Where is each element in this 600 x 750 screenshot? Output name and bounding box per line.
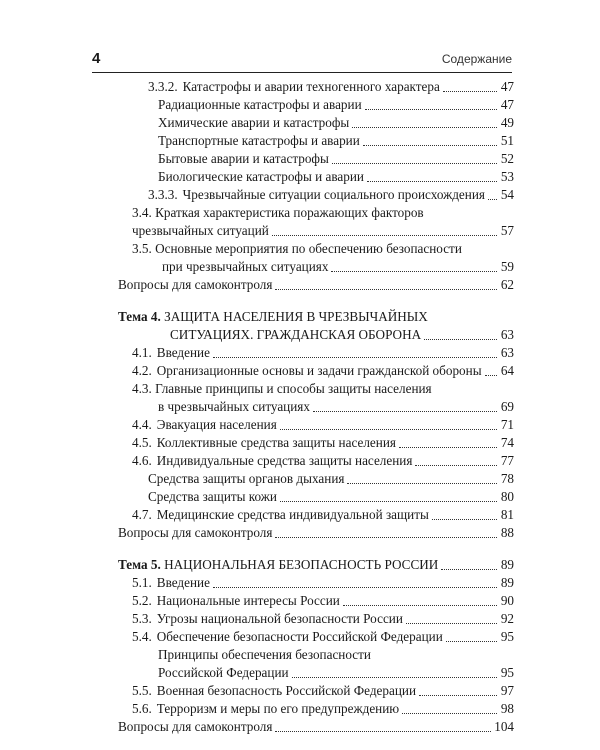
toc-entry-page: 63	[500, 345, 514, 360]
leader-dots	[402, 712, 497, 714]
toc-entry-title: Биологические катастрофы и аварии	[158, 169, 364, 184]
toc-entry[interactable]	[118, 362, 514, 380]
theme-label: Тема 4.	[118, 309, 161, 324]
toc-entry-title: Организационные основы и задачи гражданской обороны	[156, 363, 482, 378]
toc-entry-page: 62	[500, 277, 514, 292]
toc-entry[interactable]	[118, 452, 514, 470]
toc-entry-page: 53	[500, 169, 514, 184]
toc-entry[interactable]	[118, 132, 514, 150]
leader-dots	[399, 446, 497, 448]
toc-entry-title: Военная безопасность Российской Федерации	[156, 683, 417, 698]
toc-entry[interactable]	[118, 700, 514, 718]
toc-entry-number: 5.6.	[132, 701, 152, 716]
toc-entry[interactable]	[118, 718, 514, 736]
toc-entry-questions[interactable]	[118, 276, 514, 294]
toc-entry-number: 4.7.	[132, 507, 152, 522]
running-title: Содержание	[441, 52, 512, 66]
toc-group	[118, 78, 514, 204]
leader-dots	[443, 90, 497, 92]
toc-entry-number: 4.5.	[132, 435, 152, 450]
toc-entry-title: Введение	[156, 575, 210, 590]
toc-group	[118, 574, 514, 646]
table-of-contents	[118, 78, 514, 736]
toc-entry-number: 4.4.	[132, 417, 152, 432]
toc-entry[interactable]	[118, 434, 514, 452]
toc-entry-page: 71	[500, 417, 514, 432]
toc-entry-number: 5.2.	[132, 593, 152, 608]
leader-dots	[485, 374, 497, 376]
toc-entry-page: 81	[500, 507, 514, 522]
toc-entry-title: Принципы обеспечения безопасности	[158, 647, 371, 662]
toc-entry-title: Средства защиты органов дыхания	[148, 471, 345, 486]
toc-entry-number: 4.6.	[132, 453, 152, 468]
leader-dots	[347, 482, 497, 484]
toc-entry-title: Радиационные катастрофы и аварии	[158, 97, 362, 112]
toc-entry-number: 5.4.	[132, 629, 152, 644]
leader-dots	[213, 586, 497, 588]
toc-entry-title: Терроризм и меры по его предупреждению	[156, 701, 400, 716]
toc-entry-title: Коллективные средства защиты населения	[156, 435, 396, 450]
toc-entry-title: Транспортные катастрофы и аварии	[158, 133, 360, 148]
toc-entry[interactable]	[118, 78, 514, 96]
toc-entry-page: 90	[500, 593, 514, 608]
toc-entry[interactable]	[118, 168, 514, 186]
toc-entry-title: Главные принципы и способы защиты населения	[155, 381, 432, 396]
toc-entry-page: 59	[500, 259, 514, 274]
toc-entry-title: Чрезвычайные ситуации социального происхождения	[182, 187, 485, 202]
toc-entry-page: 47	[500, 97, 514, 112]
leader-dots	[275, 536, 497, 538]
toc-entry[interactable]	[118, 470, 514, 488]
page-number: 4	[92, 50, 101, 67]
toc-entry-title: Краткая характеристика поражающих факторов	[155, 205, 424, 220]
toc-entry-page: 49	[500, 115, 514, 130]
toc-entry[interactable]	[118, 682, 514, 700]
toc-entry-title-cont: Российской Федерации	[158, 665, 289, 680]
toc-entry-title: Эвакуация населения	[156, 417, 277, 432]
toc-entry-title: Национальные интересы России	[156, 593, 340, 608]
toc-entry-title: Основные мероприятия по обеспечению безопасности	[155, 241, 462, 256]
toc-entry[interactable]	[118, 416, 514, 434]
leader-dots	[343, 604, 497, 606]
toc-entry-page: 64	[500, 363, 514, 378]
leader-dots	[313, 410, 497, 412]
toc-entry-number: 5.5.	[132, 683, 152, 698]
toc-entry-title: Химические аварии и катастрофы	[158, 115, 350, 130]
toc-entry-page: 95	[500, 629, 514, 644]
toc-entry-title: Вопросы для самоконтроля	[118, 277, 273, 292]
toc-entry-3-5[interactable]	[118, 240, 514, 276]
toc-entry-page: 69	[500, 399, 514, 414]
toc-entry-page: 95	[500, 665, 514, 680]
leader-dots	[415, 464, 497, 466]
toc-entry-4-3[interactable]	[118, 380, 514, 416]
toc-entry[interactable]	[118, 592, 514, 610]
toc-entry[interactable]	[118, 344, 514, 362]
toc-entry[interactable]	[118, 96, 514, 114]
toc-entry-title-cont: при чрезвычайных ситуациях	[162, 259, 329, 274]
toc-group	[118, 416, 514, 542]
leader-dots	[280, 428, 497, 430]
leader-dots	[446, 640, 497, 642]
toc-entry[interactable]	[118, 114, 514, 132]
toc-entry-title-cont: в чрезвычайных ситуациях	[158, 399, 310, 414]
leader-dots	[367, 180, 497, 182]
toc-entry-title: Бытовые аварии и катастрофы	[158, 151, 329, 166]
toc-entry[interactable]	[118, 186, 514, 204]
toc-theme-4[interactable]	[118, 308, 514, 344]
toc-entry-5-4-sub[interactable]	[118, 646, 514, 682]
page-header	[92, 50, 512, 73]
leader-dots	[280, 500, 497, 502]
leader-dots	[213, 356, 497, 358]
theme-title: ЗАЩИТА НАСЕЛЕНИЯ В ЧРЕЗВЫЧАЙНЫХ	[164, 309, 428, 324]
leader-dots	[424, 338, 497, 340]
toc-entry-number: 4.3.	[132, 381, 152, 396]
toc-entry-title-cont: чрезвычайных ситуаций	[132, 223, 269, 238]
toc-entry-number: 5.1.	[132, 575, 152, 590]
toc-entry-page: 63	[500, 327, 514, 342]
toc-entry-page: 57	[500, 223, 514, 238]
toc-entry-title: Медицинские средства индивидуальной защиты	[156, 507, 429, 522]
toc-entry[interactable]	[118, 524, 514, 542]
leader-dots	[352, 126, 497, 128]
toc-entry[interactable]	[118, 150, 514, 168]
toc-entry-number: 3.5.	[132, 241, 152, 256]
toc-entry-number: 5.3.	[132, 611, 152, 626]
leader-dots	[419, 694, 497, 696]
toc-entry-page: 88	[500, 525, 514, 540]
toc-entry[interactable]	[118, 610, 514, 628]
toc-entry-page: 104	[494, 719, 514, 734]
toc-entry-page: 47	[500, 79, 514, 94]
theme-title-cont: СИТУАЦИЯХ. ГРАЖДАНСКАЯ ОБОРОНА	[170, 327, 422, 342]
toc-entry-number: 4.2.	[132, 363, 152, 378]
toc-entry[interactable]	[118, 628, 514, 646]
toc-entry-number: 4.1.	[132, 345, 152, 360]
leader-dots	[365, 108, 497, 110]
toc-entry-number: 3.4.	[132, 205, 152, 220]
toc-entry-title: Катастрофы и аварии техногенного характера	[182, 79, 440, 94]
toc-entry-title: Обеспечение безопасности Российской Федерации	[156, 629, 443, 644]
toc-entry-page: 54	[500, 187, 514, 202]
toc-entry-page: 52	[500, 151, 514, 166]
toc-theme-5[interactable]	[118, 556, 514, 574]
leader-dots	[441, 568, 497, 570]
toc-entry-title: Индивидуальные средства защиты населения	[156, 453, 413, 468]
leader-dots	[332, 162, 497, 164]
toc-entry-title: Угрозы национальной безопасности России	[156, 611, 403, 626]
toc-entry-page: 97	[500, 683, 514, 698]
leader-dots	[275, 730, 491, 732]
toc-entry-page: 77	[500, 453, 514, 468]
toc-entry-title: Введение	[156, 345, 210, 360]
toc-entry-page: 80	[500, 489, 514, 504]
toc-entry-number: 3.3.3.	[148, 187, 178, 202]
toc-entry[interactable]	[118, 506, 514, 524]
toc-entry[interactable]	[118, 574, 514, 592]
leader-dots	[406, 622, 497, 624]
toc-entry-page: 78	[500, 471, 514, 486]
toc-entry-title: Вопросы для самоконтроля	[118, 525, 273, 540]
leader-dots	[275, 288, 497, 290]
leader-dots	[292, 676, 497, 678]
toc-entry-title: Вопросы для самоконтроля	[118, 719, 273, 734]
leader-dots	[331, 270, 497, 272]
theme-label: Тема 5.	[118, 557, 161, 572]
leader-dots	[363, 144, 497, 146]
toc-entry-number: 3.3.2.	[148, 79, 178, 94]
toc-entry[interactable]	[118, 488, 514, 506]
toc-entry-3-4[interactable]	[118, 204, 514, 240]
toc-entry-page: 74	[500, 435, 514, 450]
toc-entry-page: 98	[500, 701, 514, 716]
toc-entry-page: 89	[500, 557, 514, 572]
theme-title: НАЦИОНАЛЬНАЯ БЕЗОПАСНОСТЬ РОССИИ	[164, 557, 439, 572]
toc-entry-page: 89	[500, 575, 514, 590]
toc-entry-page: 92	[500, 611, 514, 626]
leader-dots	[432, 518, 497, 520]
toc-entry-page: 51	[500, 133, 514, 148]
toc-group	[118, 682, 514, 736]
leader-dots	[272, 234, 497, 236]
leader-dots	[488, 198, 497, 200]
toc-entry-title: Средства защиты кожи	[148, 489, 277, 504]
toc-group	[118, 344, 514, 380]
